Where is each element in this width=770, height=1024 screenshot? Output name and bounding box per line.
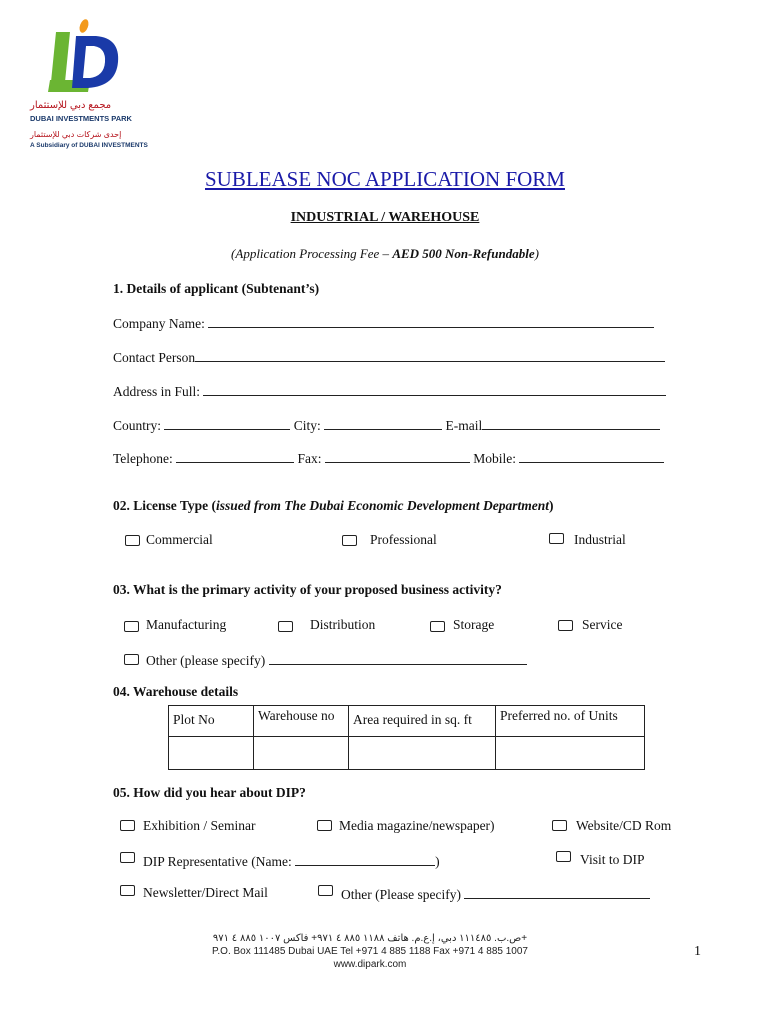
footer-website: www.dipark.com xyxy=(333,959,407,970)
footer-arabic: ص.ب. ١١١٤٨٥ دبي، إ.ع.م. هاتف ١١٨٨ ٨٨٥ ٤ ٩٧١+ فاكس ١٠٠٧ ٨٨٥ ٤ ٩٧١+ xyxy=(212,933,528,944)
fee-amount: AED 500 Non-Refundable xyxy=(392,246,535,261)
logo-subsidiary: A Subsidiary of DUBAI INVESTMENTS xyxy=(30,142,148,149)
other-activity-checkbox[interactable] xyxy=(124,654,139,665)
visit-dip-checkbox[interactable] xyxy=(556,851,571,862)
dip-representative-field[interactable] xyxy=(295,852,435,866)
city-label: City: xyxy=(293,418,321,433)
distribution-label: Distribution xyxy=(310,617,376,632)
commercial-label: Commercial xyxy=(146,532,213,547)
website-label: Website/CD Rom xyxy=(576,818,672,833)
manufacturing-label: Manufacturing xyxy=(146,617,227,632)
other-source-checkbox[interactable] xyxy=(318,885,333,896)
fee-prefix: (Application Processing Fee – xyxy=(231,246,393,261)
address-field[interactable] xyxy=(203,382,666,396)
media-label: Media magazine/newspaper) xyxy=(339,818,495,833)
table-header-row xyxy=(169,706,645,737)
visit-dip-label: Visit to DIP xyxy=(580,852,645,867)
form-subtitle: INDUSTRIAL / WAREHOUSE xyxy=(290,210,480,225)
telephone-label: Telephone: xyxy=(113,451,173,466)
company-name-label: Company Name: xyxy=(113,316,205,331)
other-source-label: Other (Please specify) xyxy=(341,887,461,902)
email-label: E-mail xyxy=(445,418,483,433)
warehouse-no-cell[interactable] xyxy=(254,737,349,770)
other-activity-field[interactable] xyxy=(269,651,527,665)
fax-label: Fax: xyxy=(297,451,322,466)
service-label: Service xyxy=(582,617,623,632)
plot-no-cell[interactable] xyxy=(169,737,254,770)
dip-representative-close: ) xyxy=(435,854,440,869)
newsletter-label: Newsletter/Direct Mail xyxy=(143,885,268,900)
distribution-checkbox[interactable] xyxy=(278,621,293,632)
exhibition-label: Exhibition / Seminar xyxy=(143,818,256,833)
manufacturing-checkbox[interactable] xyxy=(124,621,139,632)
logo-name: DUBAI INVESTMENTS PARK xyxy=(30,114,132,123)
address-row xyxy=(113,382,666,400)
email-field[interactable] xyxy=(482,416,660,430)
other-activity-row xyxy=(146,651,527,669)
city-field[interactable] xyxy=(324,416,442,430)
section3-heading: 03. What is the primary activity of your proposed business activity? xyxy=(113,582,502,597)
country-label: Country: xyxy=(113,418,162,433)
fax-field[interactable] xyxy=(325,449,470,463)
telephone-fax-mobile-row xyxy=(113,449,664,467)
warehouse-table xyxy=(168,705,645,770)
industrial-checkbox[interactable] xyxy=(549,533,564,544)
telephone-field[interactable] xyxy=(176,449,294,463)
contact-person-label: Contact Person xyxy=(113,350,196,365)
professional-label: Professional xyxy=(370,532,437,547)
commercial-checkbox[interactable] xyxy=(125,535,140,546)
section4-heading: 04. Warehouse details xyxy=(113,684,239,699)
newsletter-checkbox[interactable] xyxy=(120,885,135,896)
page-number: 1 xyxy=(694,944,701,959)
area-cell[interactable] xyxy=(349,737,496,770)
dip-representative-row xyxy=(143,852,440,870)
dip-logo xyxy=(28,18,168,158)
table-row xyxy=(169,737,645,770)
website-checkbox[interactable] xyxy=(552,820,567,831)
professional-checkbox[interactable] xyxy=(342,535,357,546)
company-name-field[interactable] xyxy=(208,314,654,328)
section2-heading-suffix: ) xyxy=(549,498,554,513)
dip-representative-label: DIP Representative (Name: xyxy=(143,854,292,869)
address-label: Address in Full: xyxy=(113,384,201,399)
other-source-row xyxy=(341,885,650,903)
warehouse-no-header: Warehouse no xyxy=(254,706,349,737)
form-title: SUBLEASE NOC APPLICATION FORM xyxy=(205,167,565,191)
storage-checkbox[interactable] xyxy=(430,621,445,632)
company-name-row xyxy=(113,314,654,332)
industrial-label: Industrial xyxy=(574,532,626,547)
media-checkbox[interactable] xyxy=(317,820,332,831)
logo-arabic-name: مجمع دبي للإستثمار xyxy=(30,100,112,111)
contact-person-field[interactable] xyxy=(195,348,665,362)
exhibition-checkbox[interactable] xyxy=(120,820,135,831)
mobile-label: Mobile: xyxy=(473,451,517,466)
dip-logo-icon xyxy=(28,18,168,98)
preferred-units-cell[interactable] xyxy=(496,737,645,770)
contact-person-row xyxy=(113,348,665,366)
fee-note xyxy=(0,246,770,262)
country-city-email-row xyxy=(113,416,660,434)
other-source-field[interactable] xyxy=(464,885,650,899)
other-activity-label: Other (please specify) xyxy=(146,653,266,668)
logo-subsidiary-arabic: إحدى شركات دبي للإستثمار xyxy=(30,130,122,139)
storage-label: Storage xyxy=(453,617,495,632)
section1-heading: 1. Details of applicant (Subtenant’s) xyxy=(113,281,320,296)
dip-representative-checkbox[interactable] xyxy=(120,852,135,863)
footer-address: P.O. Box 111485 Dubai UAE Tel +971 4 885 1188 Fax +971 4 885 1007 xyxy=(212,946,528,957)
section2-heading xyxy=(113,498,554,514)
section2-heading-prefix: 02. License Type ( xyxy=(113,498,216,513)
area-header: Area required in sq. ft xyxy=(349,706,496,737)
plot-no-header: Plot No xyxy=(169,706,254,737)
section2-heading-italic: issued from The Dubai Economic Development Department xyxy=(216,498,549,513)
service-checkbox[interactable] xyxy=(558,620,573,631)
mobile-field[interactable] xyxy=(519,449,664,463)
section5-heading: 05. How did you hear about DIP? xyxy=(113,785,306,800)
preferred-units-header: Preferred no. of Units xyxy=(496,706,645,737)
country-field[interactable] xyxy=(164,416,290,430)
fee-suffix: ) xyxy=(534,246,539,261)
